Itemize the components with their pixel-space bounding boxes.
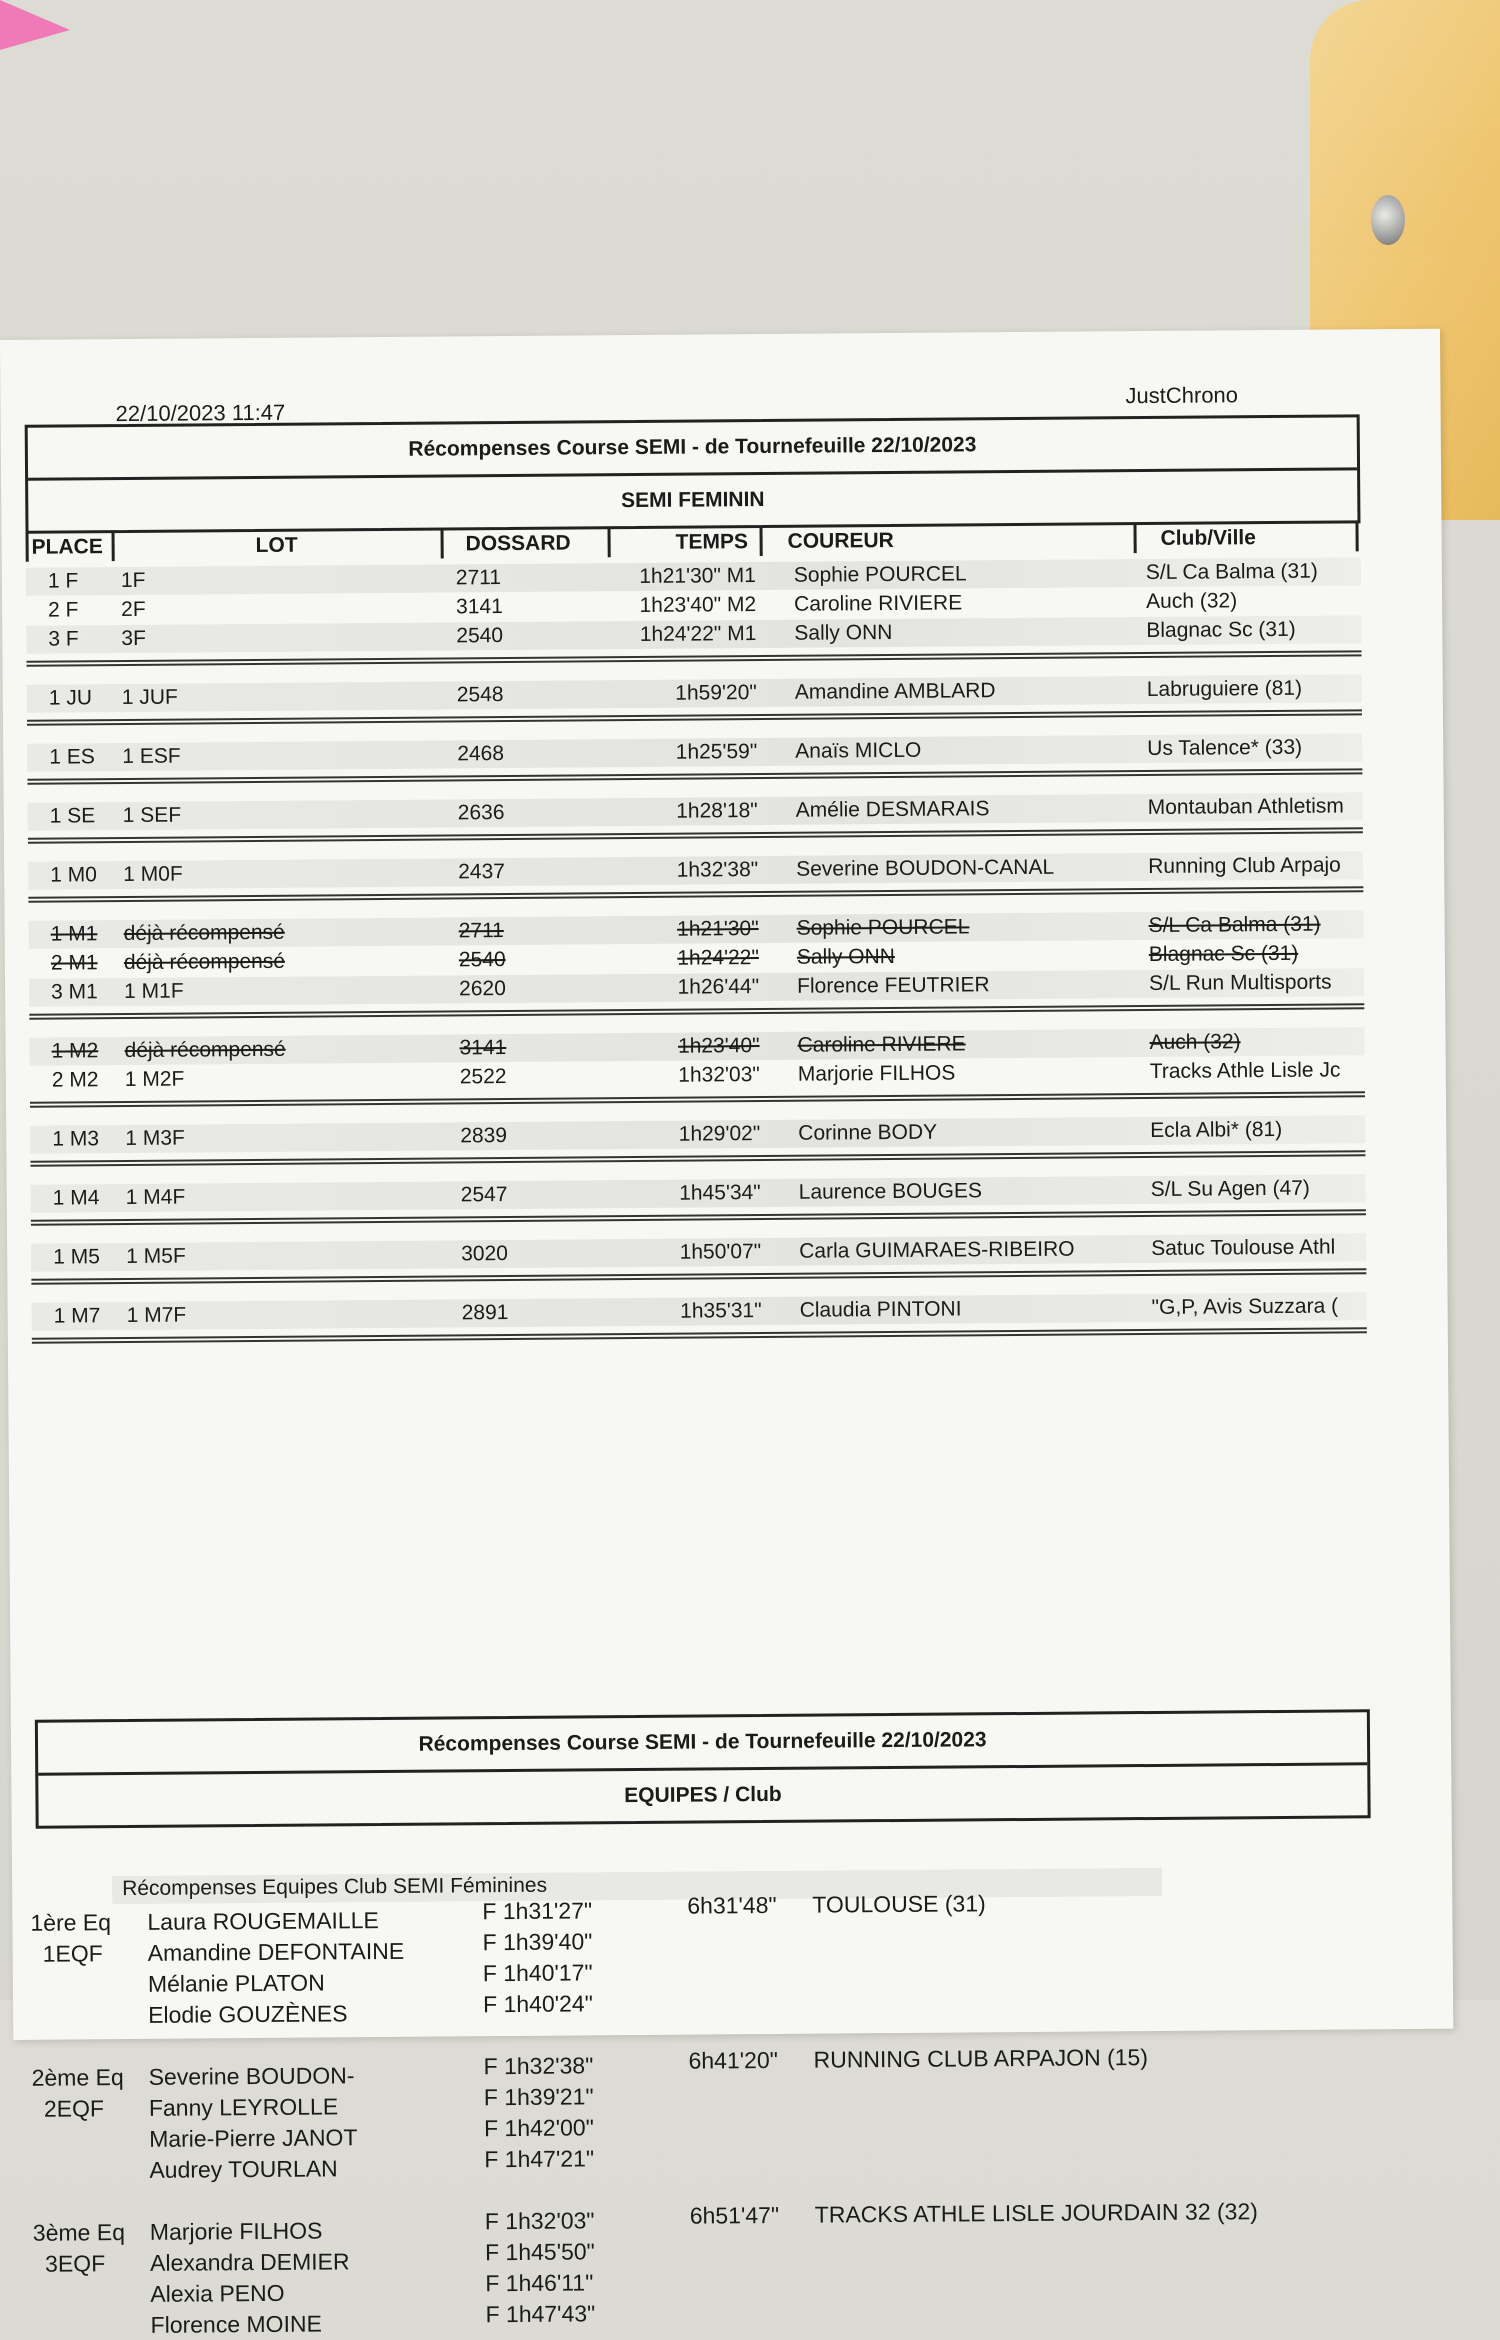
team-rank: 2ème Eq bbox=[31, 2064, 124, 2091]
row-runner: Carla GUIMARAES-RIBEIRO bbox=[799, 1237, 1075, 1263]
row-temps: 1h21'30" bbox=[677, 917, 759, 941]
row-club: "G,P, Avis Suzzara ( bbox=[1151, 1294, 1339, 1319]
row-runner: Anaïs MICLO bbox=[795, 738, 922, 763]
row-dossard: 2540 bbox=[456, 624, 504, 648]
row-place: 2 F bbox=[48, 598, 79, 622]
row-place: 1 M3 bbox=[52, 1127, 100, 1151]
row-dossard: 2522 bbox=[459, 1065, 507, 1089]
team-code: 1EQF bbox=[42, 1940, 103, 1967]
team-member-time: F 1h47'21" bbox=[484, 2145, 595, 2173]
row-temps: 1h45'34" bbox=[679, 1181, 761, 1205]
row-place: 2 M2 bbox=[51, 1068, 99, 1092]
row-dossard: 2548 bbox=[456, 683, 504, 707]
row-temps: 1h29'02" bbox=[678, 1122, 761, 1146]
row-lot: déjà récompensé bbox=[123, 920, 285, 946]
row-lot: 1 M3F bbox=[125, 1126, 185, 1151]
row-temps: 1h25'59" bbox=[675, 740, 758, 764]
row-place: 1 ES bbox=[49, 745, 95, 769]
row-runner: Sally ONN bbox=[794, 621, 893, 645]
team-member-time: F 1h42'00" bbox=[483, 2114, 594, 2142]
row-club: Blagnac Sc (31) bbox=[1146, 617, 1296, 643]
row-lot: 1 M1F bbox=[124, 979, 184, 1004]
team-code: 3EQF bbox=[45, 2250, 106, 2277]
row-runner: Caroline RIVIERE bbox=[794, 591, 963, 616]
row-temps: 1h26'44" bbox=[677, 975, 760, 999]
row-lot: 1 M0F bbox=[123, 862, 183, 887]
team-member-time: F 1h40'24" bbox=[482, 1990, 593, 2018]
row-runner: Florence FEUTRIER bbox=[797, 973, 990, 998]
group-separator bbox=[27, 709, 1362, 725]
row-club: Ecla Albi* (81) bbox=[1150, 1117, 1283, 1142]
team-club: RUNNING CLUB ARPAJON (15) bbox=[813, 2044, 1149, 2073]
row-runner: Marjorie FILHOS bbox=[797, 1061, 956, 1086]
row-dossard: 2437 bbox=[458, 860, 505, 884]
table-row bbox=[28, 851, 1363, 889]
row-temps: 1h59'20" bbox=[675, 681, 757, 705]
row-club: Us Talence* (33) bbox=[1147, 735, 1303, 761]
row-club: S/L Ca Balma (31) bbox=[1145, 559, 1318, 585]
team-member-time: F 1h45'50" bbox=[484, 2238, 595, 2266]
row-dossard: 3020 bbox=[461, 1242, 508, 1266]
row-temps: 1h23'40" M2 bbox=[639, 593, 757, 617]
team-member-time: F 1h32'38" bbox=[483, 2052, 594, 2080]
group-separator bbox=[28, 886, 1363, 902]
teams-section-title: EQUIPES / Club bbox=[38, 1762, 1367, 1825]
row-runner: Corinne BODY bbox=[798, 1120, 938, 1145]
row-lot: 1 M5F bbox=[126, 1244, 186, 1269]
team-member-name: Mélanie PLATON bbox=[147, 1969, 325, 1997]
row-club: Blagnac Sc (31) bbox=[1148, 941, 1299, 966]
row-dossard: 3141 bbox=[456, 595, 503, 619]
table-row bbox=[27, 674, 1362, 712]
team-member-time: F 1h40'17" bbox=[482, 1959, 593, 1987]
row-club: S/L Run Multisports bbox=[1148, 970, 1332, 995]
row-lot: 1F bbox=[120, 568, 146, 593]
team-member-time: F 1h39'21" bbox=[483, 2083, 594, 2111]
row-place: 1 M2 bbox=[51, 1039, 99, 1063]
col-coureur: COUREUR bbox=[787, 528, 894, 553]
row-club: Auch (32) bbox=[1145, 589, 1238, 614]
table-row bbox=[31, 1233, 1366, 1271]
row-place: 1 M5 bbox=[53, 1245, 100, 1269]
table-row bbox=[32, 1292, 1367, 1330]
team-member-name: Fanny LEYROLLE bbox=[148, 2093, 339, 2121]
teams-page-title: Récompenses Course SEMI - de Tournefeuille 22/10/2023 bbox=[418, 1728, 987, 1756]
row-runner: Sally ONN bbox=[796, 944, 895, 969]
row-temps: 1h28'18" bbox=[676, 799, 758, 823]
row-temps: 1h32'38" bbox=[676, 858, 759, 882]
row-temps: 1h24'22" bbox=[677, 946, 759, 970]
row-club: Labruguiere (81) bbox=[1146, 676, 1303, 702]
print-date: 22/10/2023 11:47 bbox=[115, 399, 286, 427]
row-dossard: 2711 bbox=[458, 919, 504, 943]
row-lot: déjà récompensé bbox=[123, 949, 286, 975]
row-club: Tracks Athle Lisle Jc bbox=[1149, 1058, 1341, 1083]
group-separator bbox=[31, 1268, 1366, 1284]
row-temps: 1h35'31" bbox=[680, 1299, 762, 1323]
col-dossard: DOSSARD bbox=[465, 531, 571, 556]
table-row bbox=[28, 792, 1363, 830]
row-runner: Severine BOUDON-CANAL bbox=[796, 855, 1055, 881]
row-lot: 1 M2F bbox=[124, 1067, 185, 1092]
team-member-time: F 1h31'27" bbox=[482, 1897, 593, 1925]
page-title: Récompenses Course SEMI - de Tournefeuille 22/10/2023 bbox=[408, 433, 977, 461]
group-separator bbox=[32, 1327, 1367, 1343]
pink-sticky-tab bbox=[0, 0, 70, 50]
row-club: S/L Ca Balma (31) bbox=[1148, 912, 1321, 937]
row-temps: 1h24'22" M1 bbox=[639, 622, 757, 646]
team-member-time: F 1h32'03" bbox=[484, 2207, 595, 2235]
team-member-name: Alexia PENO bbox=[150, 2279, 285, 2307]
team-member-name: Florence MOINE bbox=[150, 2310, 322, 2338]
teams-heading: Récompenses Equipes Club SEMI Féminines bbox=[122, 1873, 548, 1901]
row-dossard: 3141 bbox=[459, 1036, 507, 1060]
row-place: 2 M1 bbox=[50, 951, 98, 975]
team-total-time: 6h41'20" bbox=[688, 2046, 778, 2074]
row-lot: 2F bbox=[121, 597, 146, 622]
row-club: S/L Su Agen (47) bbox=[1150, 1176, 1310, 1201]
col-temps: TEMPS bbox=[675, 530, 749, 554]
group-separator bbox=[27, 768, 1362, 784]
row-temps: 1h21'30" M1 bbox=[639, 564, 756, 588]
table-row bbox=[31, 1174, 1366, 1212]
row-place: 3 M1 bbox=[51, 980, 98, 1004]
team-member-name: Marjorie FILHOS bbox=[149, 2217, 323, 2245]
group-separator bbox=[30, 1150, 1365, 1166]
row-dossard: 2620 bbox=[459, 977, 506, 1001]
team-rank: 3ème Eq bbox=[32, 2219, 126, 2246]
row-place: 1 M4 bbox=[52, 1186, 100, 1210]
team-member-name: Amandine DEFONTAINE bbox=[147, 1937, 405, 1966]
team-member-name: Audrey TOURLAN bbox=[149, 2155, 338, 2183]
row-runner: Laurence BOUGES bbox=[798, 1179, 983, 1204]
row-runner: Sophie POURCEL bbox=[793, 562, 967, 587]
row-club: Montauban Athletism bbox=[1147, 794, 1344, 820]
col-club: Club/Ville bbox=[1160, 526, 1256, 550]
row-lot: 3F bbox=[121, 626, 146, 651]
row-runner: Amélie DESMARAIS bbox=[795, 797, 990, 822]
team-rank: 1ère Eq bbox=[30, 1909, 112, 1936]
row-lot: 1 SEF bbox=[122, 803, 182, 828]
team-member-name: Alexandra DEMIER bbox=[150, 2248, 350, 2276]
row-place: 3 F bbox=[48, 627, 79, 651]
row-dossard: 2711 bbox=[455, 566, 502, 590]
row-lot: 1 JUF bbox=[121, 685, 178, 710]
row-runner: Claudia PINTONI bbox=[799, 1297, 962, 1322]
group-separator bbox=[28, 827, 1363, 843]
row-lot: 1 ESF bbox=[122, 744, 181, 769]
row-dossard: 2468 bbox=[457, 742, 505, 766]
title-box bbox=[25, 414, 1361, 533]
teams-title-box bbox=[35, 1709, 1371, 1828]
team-code: 2EQF bbox=[43, 2095, 105, 2122]
row-place: 1 SE bbox=[49, 804, 96, 828]
group-separator bbox=[27, 650, 1362, 666]
team-member-time: F 1h47'43" bbox=[485, 2300, 596, 2328]
row-lot: 1 M7F bbox=[126, 1303, 187, 1328]
row-temps: 1h32'03" bbox=[678, 1063, 760, 1087]
row-runner: Caroline RIVIERE bbox=[797, 1032, 966, 1057]
group-separator bbox=[30, 1091, 1365, 1107]
team-total-time: 6h51'47" bbox=[689, 2201, 780, 2229]
row-lot: 1 M4F bbox=[125, 1185, 186, 1210]
team-total-time: 6h31'48" bbox=[687, 1891, 777, 1919]
section-title: SEMI FEMININ bbox=[28, 467, 1357, 530]
group-separator bbox=[31, 1209, 1366, 1225]
row-place: 1 M0 bbox=[50, 863, 97, 887]
row-place: 1 F bbox=[47, 569, 79, 593]
brand-name: JustChrono bbox=[1125, 382, 1239, 409]
results-sheet bbox=[0, 329, 1453, 2338]
row-dossard: 2540 bbox=[458, 948, 506, 972]
team-member-name: Elodie GOUZÈNES bbox=[148, 2000, 348, 2028]
row-place: 1 M1 bbox=[50, 922, 98, 946]
team-member-time: F 1h46'11" bbox=[485, 2269, 594, 2297]
row-dossard: 2547 bbox=[460, 1183, 508, 1207]
table-row bbox=[30, 1115, 1365, 1153]
col-lot: LOT bbox=[255, 533, 298, 557]
row-dossard: 2891 bbox=[461, 1301, 509, 1325]
row-lot: déjà récompensé bbox=[124, 1037, 286, 1063]
team-member-name: Marie-Pierre JANOT bbox=[149, 2124, 358, 2152]
team-member-name: Laura ROUGEMAILLE bbox=[147, 1907, 379, 1935]
row-runner: Sophie POURCEL bbox=[796, 915, 970, 940]
row-club: Running Club Arpajo bbox=[1148, 853, 1341, 878]
row-club: Auch (32) bbox=[1149, 1030, 1241, 1054]
team-member-name: Severine BOUDON- bbox=[148, 2062, 355, 2090]
row-place: 1 JU bbox=[48, 686, 93, 710]
table-row bbox=[27, 733, 1362, 771]
row-dossard: 2839 bbox=[460, 1124, 508, 1148]
team-member-time: F 1h39'40" bbox=[482, 1928, 593, 1956]
row-club: Satuc Toulouse Athl bbox=[1151, 1235, 1336, 1260]
row-dossard: 2636 bbox=[457, 801, 505, 825]
team-club: TRACKS ATHLE LISLE JOURDAIN 32 (32) bbox=[814, 2198, 1258, 2228]
row-temps: 1h50'07" bbox=[679, 1240, 762, 1264]
col-place: PLACE bbox=[31, 535, 103, 559]
clip-screw bbox=[1371, 195, 1405, 245]
row-place: 1 M7 bbox=[53, 1304, 101, 1328]
row-runner: Amandine AMBLARD bbox=[794, 679, 996, 704]
team-club: TOULOUSE (31) bbox=[812, 1890, 986, 1918]
row-temps: 1h23'40" bbox=[677, 1034, 760, 1058]
group-separator bbox=[29, 1003, 1364, 1019]
